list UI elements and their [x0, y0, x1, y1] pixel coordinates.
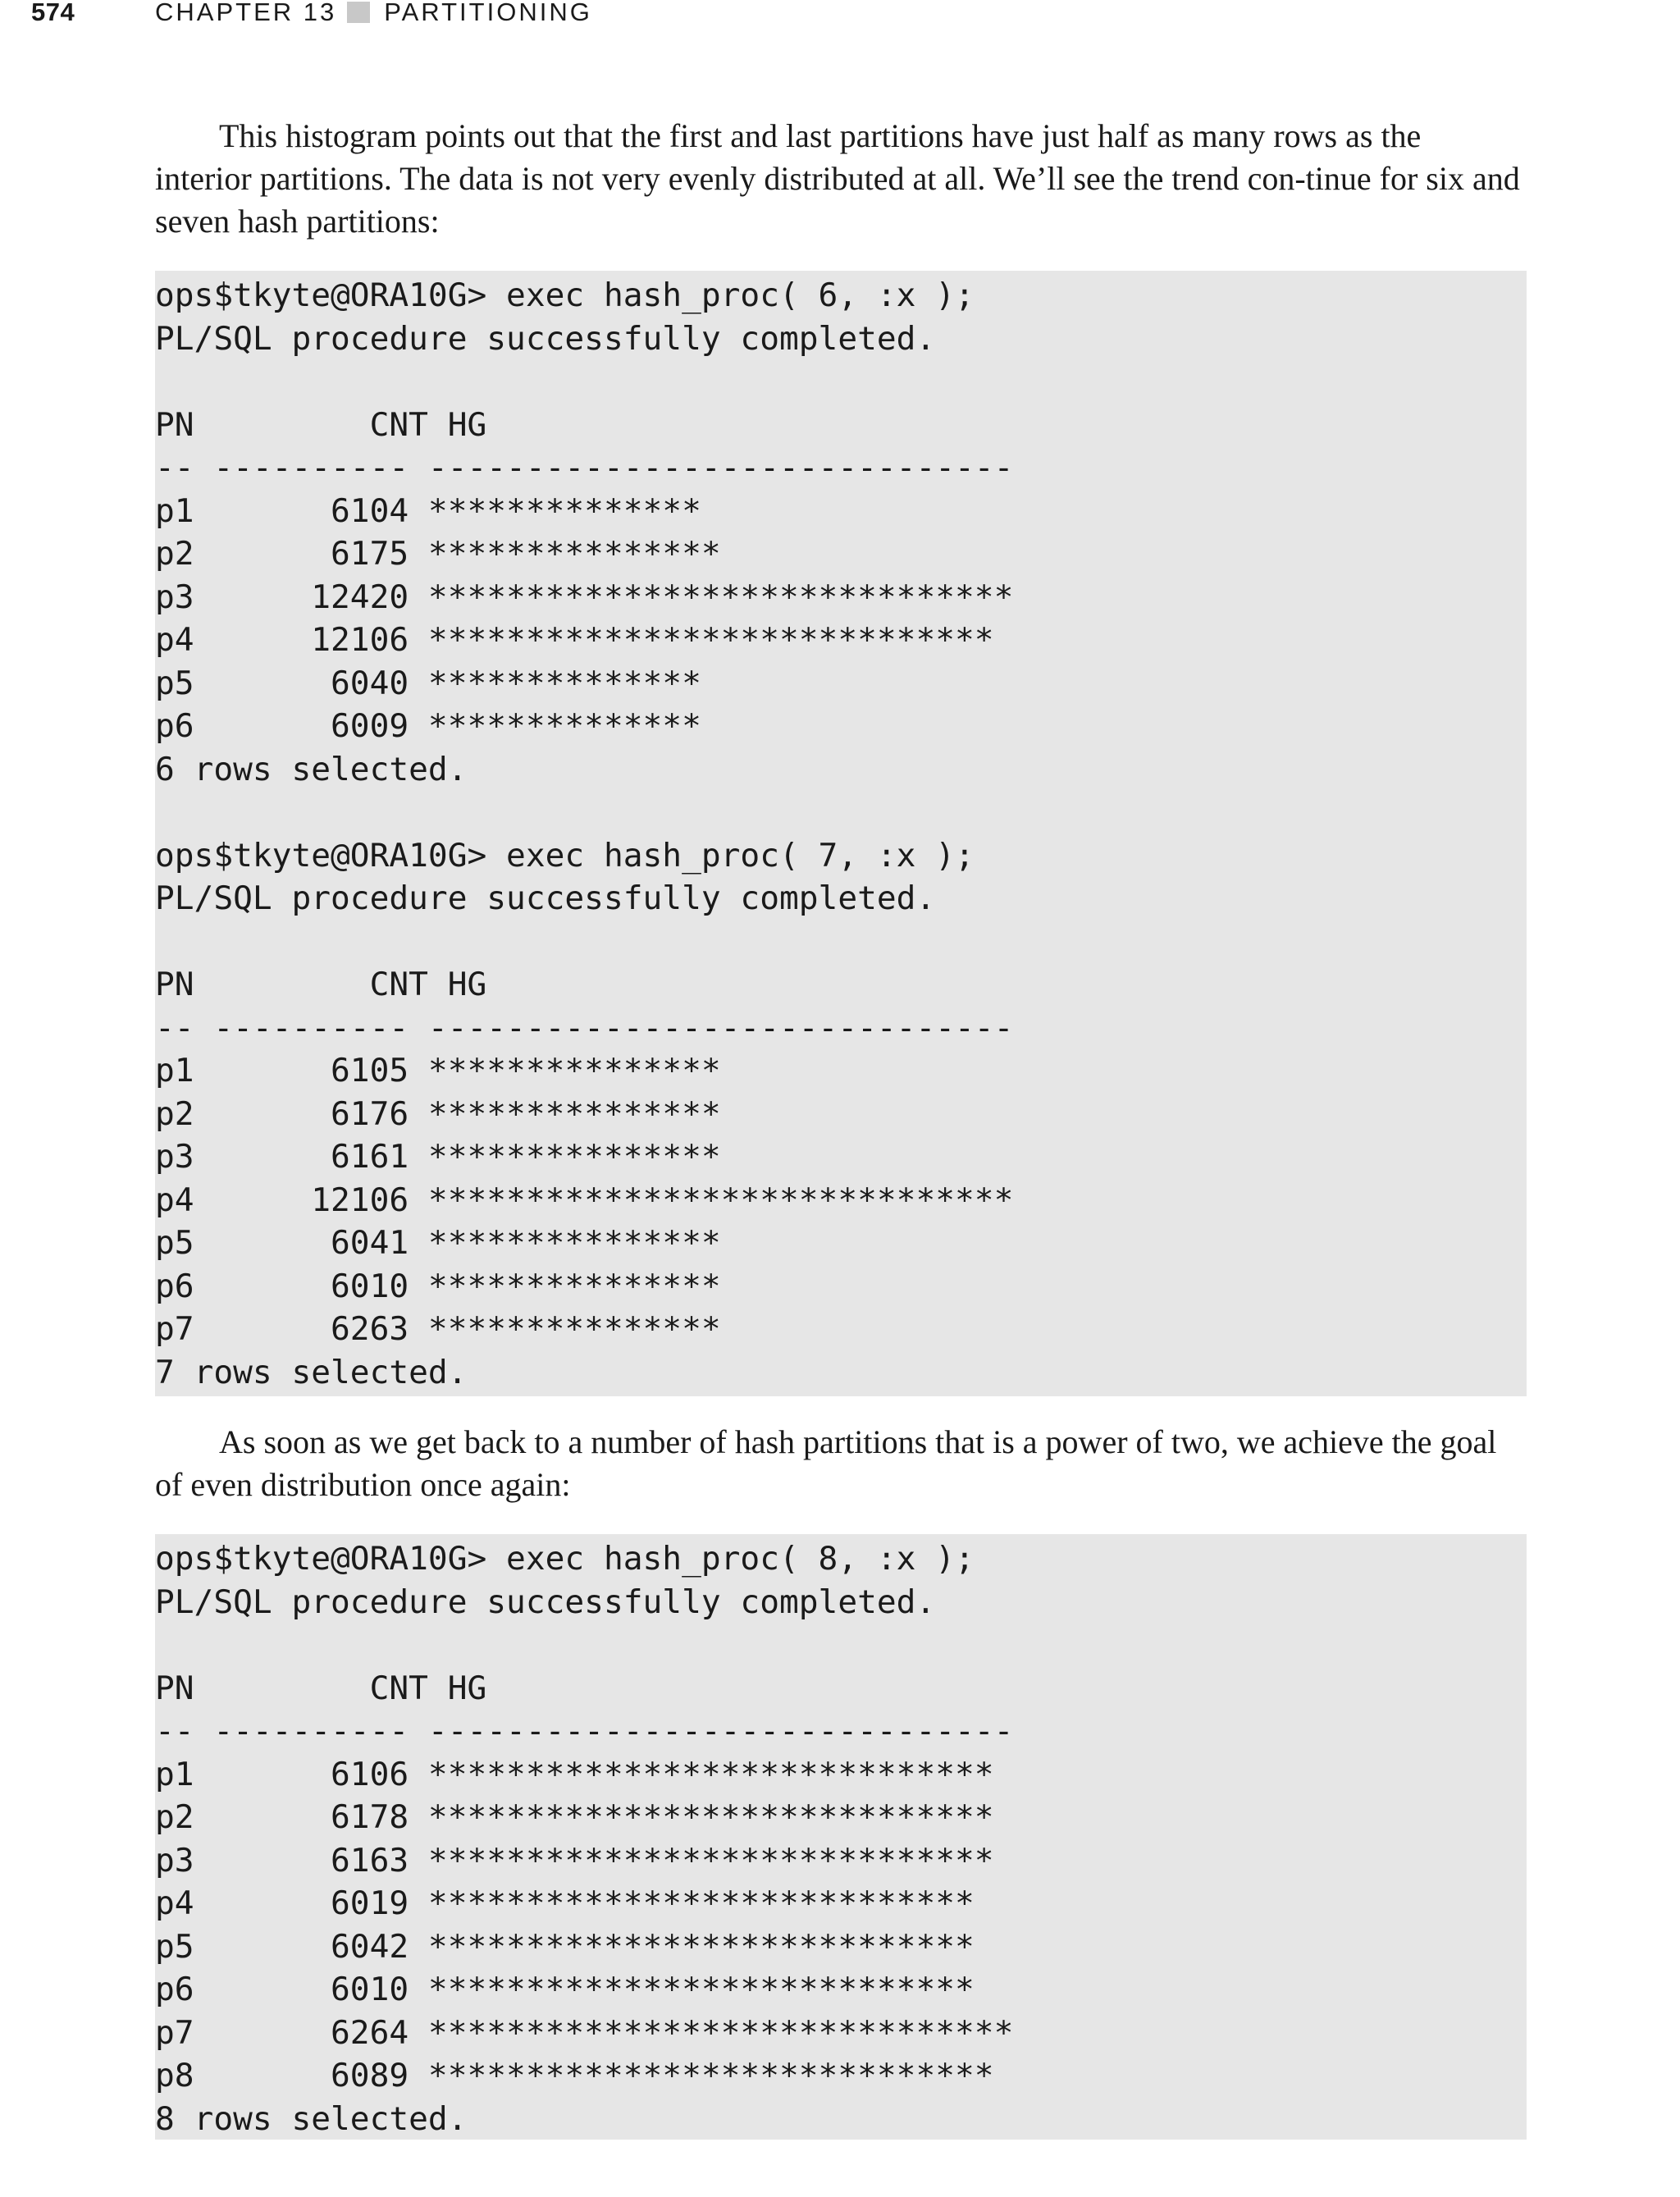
code-line: p5 6042 **************************** — [155, 1927, 975, 1966]
code-line: p6 6010 **************************** — [155, 1971, 975, 2008]
code-line: p2 6176 *************** — [155, 1094, 721, 1133]
code-line: PL/SQL procedure successfully completed. — [155, 1583, 936, 1621]
code-line: p7 6264 ****************************** — [155, 2013, 1014, 2052]
code-line: PN CNT HG — [155, 1669, 487, 1707]
code-line: PL/SQL procedure successfully completed. — [155, 319, 936, 358]
code-line — [155, 1624, 1527, 1667]
code-line: ops$tkyte@ORA10G> exec hash_proc( 7, :x ); — [155, 836, 975, 875]
code-line — [155, 920, 1527, 964]
chapter-label: CHAPTER 13 — [155, 0, 337, 26]
page-number: 574 — [31, 0, 75, 26]
power-of-two-paragraph: As soon as we get back to a number of hash partitions that is a power of two, we achieve the goal of even distribution once again: — [155, 1423, 1497, 1503]
code-line: p1 6104 ************** — [155, 491, 701, 530]
code-line: -- ---------- ------------------------------ — [155, 1008, 1014, 1047]
code-line: p7 6263 *************** — [155, 1310, 721, 1348]
code-line — [155, 360, 1527, 404]
code-line: ops$tkyte@ORA10G> exec hash_proc( 8, :x ); — [155, 1540, 975, 1578]
code-line: 7 rows selected. — [155, 1353, 468, 1391]
code-line: 6 rows selected. — [155, 750, 468, 788]
code-block-hash-8 — [155, 1534, 1527, 2140]
code-line: p4 12106 ****************************** — [155, 1181, 1014, 1219]
code-line: p4 6019 **************************** — [155, 1884, 975, 1922]
code-line: p5 6040 ************** — [155, 664, 701, 702]
running-header — [0, 0, 1680, 30]
code-line: p5 6041 *************** — [155, 1224, 721, 1262]
code-block-hash-6-7 — [155, 271, 1527, 1396]
section-label: PARTITIONING — [384, 0, 592, 26]
code-line: p1 6105 *************** — [155, 1052, 721, 1089]
code-line: p1 6106 ***************************** — [155, 1755, 994, 1793]
code-line: -- ---------- ------------------------------ — [155, 1712, 1014, 1750]
code-line: p6 6010 *************** — [155, 1267, 721, 1305]
code-line: -- ---------- ------------------------------ — [155, 449, 1014, 486]
code-line: p8 6089 ***************************** — [155, 2057, 994, 2094]
code-line: PL/SQL procedure successfully completed. — [155, 879, 936, 917]
code-line: p3 12420 ****************************** — [155, 578, 1014, 616]
header-separator-block — [347, 2, 370, 23]
code-line: p2 6175 *************** — [155, 535, 721, 573]
code-line: p3 6161 *************** — [155, 1138, 721, 1176]
code-line: p3 6163 ***************************** — [155, 1841, 994, 1880]
code-line: PN CNT HG — [155, 966, 487, 1003]
chapter-heading — [155, 0, 592, 25]
intro-paragraph: This histogram points out that the first and last partitions have just half as many rows as the interior partitions. The data is not very evenly distributed at all. We’ll see the trend con-tinue for six and seven hash partitions: — [155, 117, 1520, 240]
code-line — [155, 791, 1527, 834]
code-line: 8 rows selected. — [155, 2099, 468, 2138]
code-line: p2 6178 ***************************** — [155, 1798, 994, 1836]
code-line: PN CNT HG — [155, 405, 487, 444]
code-line: ops$tkyte@ORA10G> exec hash_proc( 6, :x ); — [155, 276, 975, 314]
code-line: p6 6009 ************** — [155, 707, 701, 745]
code-line: p4 12106 ***************************** — [155, 621, 994, 659]
